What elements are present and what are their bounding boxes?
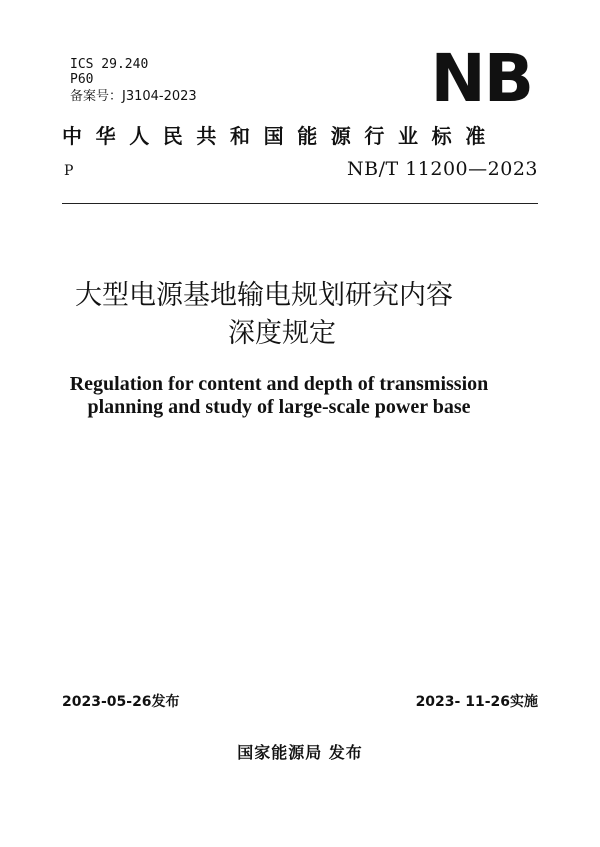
- title-en-line1: Regulation for content and depth of transmission: [69, 373, 489, 395]
- standard-p-code: P: [64, 163, 74, 179]
- header-divider: [62, 203, 538, 204]
- title-cn-line1: 大型电源基地输电规划研究内容: [75, 280, 453, 311]
- classification-code: P60: [70, 72, 94, 87]
- nb-logo: NB: [430, 40, 532, 117]
- implementation-date: 2023- 11-26实施: [415, 694, 538, 710]
- ics-code: ICS 29.240: [70, 57, 149, 72]
- title-en-line2: planning and study of large-scale power base: [87, 396, 471, 418]
- standard-type: 中华人民共和国能源行业标准: [62, 124, 499, 148]
- issue-date: 2023-05-26发布: [62, 694, 180, 710]
- filing-number: 备案号：J3104-2023: [70, 89, 197, 104]
- standard-number: NB/T 11200—2023: [347, 158, 538, 180]
- title-cn-line2: 深度规定: [228, 318, 336, 349]
- publisher: 国家能源局 发布: [237, 743, 363, 762]
